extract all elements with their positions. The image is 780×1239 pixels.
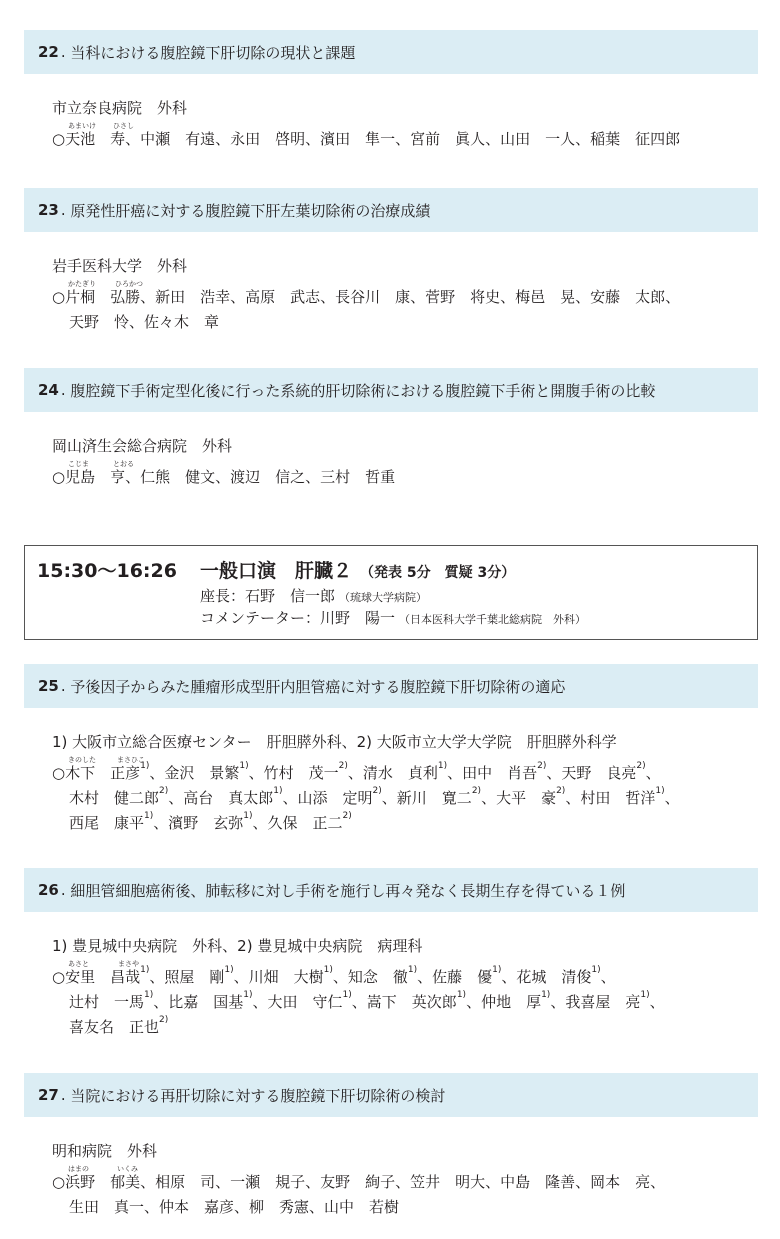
- ruby-reading: いくみ: [117, 1165, 138, 1173]
- abstract-title-24: 24 . 腹腔鏡下手術定型化後に行った系統的肝切除術における腹腔鏡下手術と開腹手術の比較: [24, 368, 758, 412]
- author-name-segment: 喜友名 正也: [69, 1018, 160, 1036]
- author-name-segment: 、我喜屋 亮: [550, 993, 641, 1011]
- author-list: [52, 965, 616, 986]
- abstract-number: 24: [38, 381, 59, 399]
- author-name-segment: 、: [645, 764, 661, 782]
- affiliation-marker: 1): [591, 965, 601, 975]
- abstract-title-text: 原発性肝癌に対する腹腔鏡下肝左葉切除術の治療成績: [70, 201, 431, 220]
- ruby-reading: こじま: [68, 460, 89, 468]
- affiliation-marker: 2): [342, 811, 352, 821]
- abstract-title-text: 予後因子からみた腫瘤形成型肝内胆管癌に対する腹腔鏡下肝切除術の適応: [70, 677, 566, 696]
- ruby-reading: あまいけ: [68, 122, 96, 130]
- affiliation-marker: 2): [159, 1015, 169, 1025]
- author-name-segment: 、知念 徹: [332, 968, 408, 986]
- author-name-segment: 辻村 一馬: [69, 993, 145, 1011]
- abstract-number: 23: [38, 201, 59, 219]
- affiliation-marker: 1): [541, 990, 551, 1000]
- author-list: [52, 761, 661, 782]
- affiliation-marker: 2): [159, 786, 169, 796]
- author-list: ○浜野 郁美、相原 司、一瀬 規子、友野 絢子、笠井 明大、中島 隆善、岡本 亮、: [52, 1173, 666, 1191]
- abstract-number: 22: [38, 43, 59, 61]
- affiliation-marker: 1): [456, 990, 467, 1000]
- abstract-number: 27: [38, 1086, 59, 1104]
- affiliation-marker: 1): [140, 761, 150, 771]
- author-name-segment: 、天野 良亮: [546, 764, 637, 782]
- author-list: 天野 怜、佐々木 章: [69, 313, 220, 331]
- author-name-segment: 、村田 哲洋: [565, 789, 656, 807]
- abstract-title-25: 25 . 予後因子からみた腫瘤形成型肝内胆管癌に対する腹腔鏡下肝切除術の適応: [24, 664, 758, 708]
- affiliation-marker: 1): [437, 761, 448, 771]
- author-name-segment: ○木下 正彦: [52, 764, 141, 782]
- author-name-segment: 、照屋 剛: [149, 968, 225, 986]
- affiliation-marker: 2): [471, 786, 482, 796]
- ruby-reading: とおる: [113, 460, 134, 468]
- ruby-reading: かたぎり: [68, 280, 96, 288]
- chair-affiliation: （琉球大学病院）: [339, 591, 428, 604]
- affiliation: 岡山済生会総合病院 外科: [52, 437, 233, 455]
- affiliation-marker: 1): [243, 990, 253, 1000]
- author-name-segment: 、竹村 茂一: [248, 764, 339, 782]
- affiliation: 岩手医科大学 外科: [52, 257, 188, 275]
- author-name-segment: 木村 健二郎: [69, 789, 160, 807]
- affiliation-marker: 1): [239, 761, 249, 771]
- author-list: ○児島 亨、仁熊 健文、渡辺 信之、三村 哲重: [52, 468, 396, 486]
- session-title: 一般口演 肝臓２ （発表 5分 質疑 3分）: [200, 560, 516, 582]
- ruby-reading: はまの: [68, 1165, 89, 1173]
- affiliation-marker: 2): [537, 761, 547, 771]
- author-name-segment: 、新川 寛二: [381, 789, 472, 807]
- abstract-title-23: 23 . 原発性肝癌に対する腹腔鏡下肝左葉切除術の治療成績: [24, 188, 758, 232]
- ruby-reading: まさや: [118, 960, 139, 968]
- author-list: [69, 1015, 169, 1036]
- author-name-segment: 、: [664, 789, 680, 807]
- author-list: 生田 真一、仲本 嘉彦、柳 秀憲、山中 若樹: [69, 1198, 400, 1216]
- author-name-segment: 、大田 守仁: [252, 993, 343, 1011]
- author-name-segment: 、佐藤 優: [417, 968, 493, 986]
- affiliation-marker: 1): [144, 811, 154, 821]
- abstract-title-text: 細胆管細胞癌術後、肺転移に対し手術を施行し再々発なく長期生存を得ている１例: [70, 881, 626, 900]
- session-commentator: コメンテーター：川野 陽一 （日本医科大学千葉北総病院 外科）: [200, 609, 587, 627]
- author-list: [69, 811, 352, 832]
- affiliation-marker: 1): [492, 965, 502, 975]
- author-name-segment: 、大平 豪: [481, 789, 557, 807]
- author-list: ○片桐 弘勝、新田 浩幸、高原 武志、長谷川 康、菅野 将史、梅邑 晃、安藤 太郎、: [52, 288, 681, 306]
- affiliation-marker: 1): [342, 990, 352, 1000]
- abstract-title-22: 22 . 当科における腹腔鏡下肝切除の現状と課題: [24, 30, 758, 74]
- author-name-segment: 、山添 定明: [282, 789, 373, 807]
- author-name-segment: 、川畑 大樹: [233, 968, 324, 986]
- affiliation: 1) 大阪市立総合医療センター 肝胆膵外科、2) 大阪市立大学大学院 肝胆膵外科学: [52, 733, 617, 751]
- session-time: 15:30〜16:26: [37, 560, 177, 582]
- affiliation-marker: 1): [640, 990, 650, 1000]
- commentator-affiliation: （日本医科大学千葉北総病院 外科）: [399, 613, 587, 626]
- session-chair: 座長：石野 信一郎 （琉球大学病院）: [200, 587, 428, 605]
- abstract-title-26: 26 . 細胆管細胞癌術後、肺転移に対し手術を施行し再々発なく長期生存を得ている１例: [24, 868, 758, 912]
- affiliation-marker: 1): [144, 990, 154, 1000]
- ruby-reading: あさと: [68, 960, 89, 968]
- affiliation-marker: 1): [140, 965, 150, 975]
- author-name-segment: 、嵩下 英次郎: [351, 993, 457, 1011]
- abstract-number: 25: [38, 677, 59, 695]
- author-name-segment: ○安里 昌哉: [52, 968, 141, 986]
- ruby-reading: きのした: [68, 756, 96, 764]
- affiliation-marker: 1): [273, 786, 283, 796]
- author-name-segment: 、高台 真太郎: [168, 789, 274, 807]
- author-name-segment: 、花城 清俊: [501, 968, 592, 986]
- affiliation-marker: 1): [323, 965, 333, 975]
- affiliation-marker: 1): [243, 811, 253, 821]
- ruby-reading: まさひこ: [117, 756, 145, 764]
- affiliation-marker: 1): [407, 965, 418, 975]
- session-format: （発表 5分 質疑 3分）: [360, 565, 516, 581]
- affiliation: 明和病院 外科: [52, 1142, 158, 1160]
- author-name-segment: 、: [600, 968, 616, 986]
- abstract-number: 26: [38, 881, 59, 899]
- author-name-segment: 、金沢 景繁: [149, 764, 240, 782]
- author-name-segment: 、仲地 厚: [466, 993, 542, 1011]
- session-box: [24, 545, 758, 640]
- affiliation: 1) 豊見城中央病院 外科、2) 豊見城中央病院 病理科: [52, 937, 423, 955]
- author-list: [69, 990, 665, 1011]
- author-name-segment: 、清水 貞利: [347, 764, 438, 782]
- affiliation-marker: 2): [338, 761, 348, 771]
- abstract-title-text: 腹腔鏡下手術定型化後に行った系統的肝切除術における腹腔鏡下手術と開腹手術の比較: [70, 381, 656, 400]
- abstract-title-text: 当院における再肝切除に対する腹腔鏡下肝切除術の検討: [70, 1086, 446, 1105]
- affiliation-marker: 2): [636, 761, 646, 771]
- affiliation-marker: 2): [556, 786, 566, 796]
- ruby-reading: ひさし: [113, 122, 134, 130]
- author-list: ○天池 寿、中瀬 有遠、永田 啓明、濱田 隼一、宮前 眞人、山田 一人、稲葉 征四郎: [52, 130, 681, 148]
- author-name-segment: 、濱野 玄弥: [153, 814, 244, 832]
- abstract-title-27: 27 . 当院における再肝切除に対する腹腔鏡下肝切除術の検討: [24, 1073, 758, 1117]
- abstract-title-text: 当科における腹腔鏡下肝切除の現状と課題: [70, 43, 356, 62]
- author-name-segment: 、比嘉 国基: [153, 993, 244, 1011]
- author-name-segment: 、久保 正二: [252, 814, 343, 832]
- affiliation-marker: 1): [655, 786, 665, 796]
- affiliation-marker: 1): [224, 965, 234, 975]
- author-name-segment: 、田中 肖吾: [447, 764, 538, 782]
- author-name-segment: 、: [649, 993, 665, 1011]
- affiliation: 市立奈良病院 外科: [52, 99, 188, 117]
- ruby-reading: ひろかつ: [115, 280, 143, 288]
- author-name-segment: 西尾 康平: [69, 814, 145, 832]
- author-list: [69, 786, 680, 807]
- affiliation-marker: 2): [372, 786, 382, 796]
